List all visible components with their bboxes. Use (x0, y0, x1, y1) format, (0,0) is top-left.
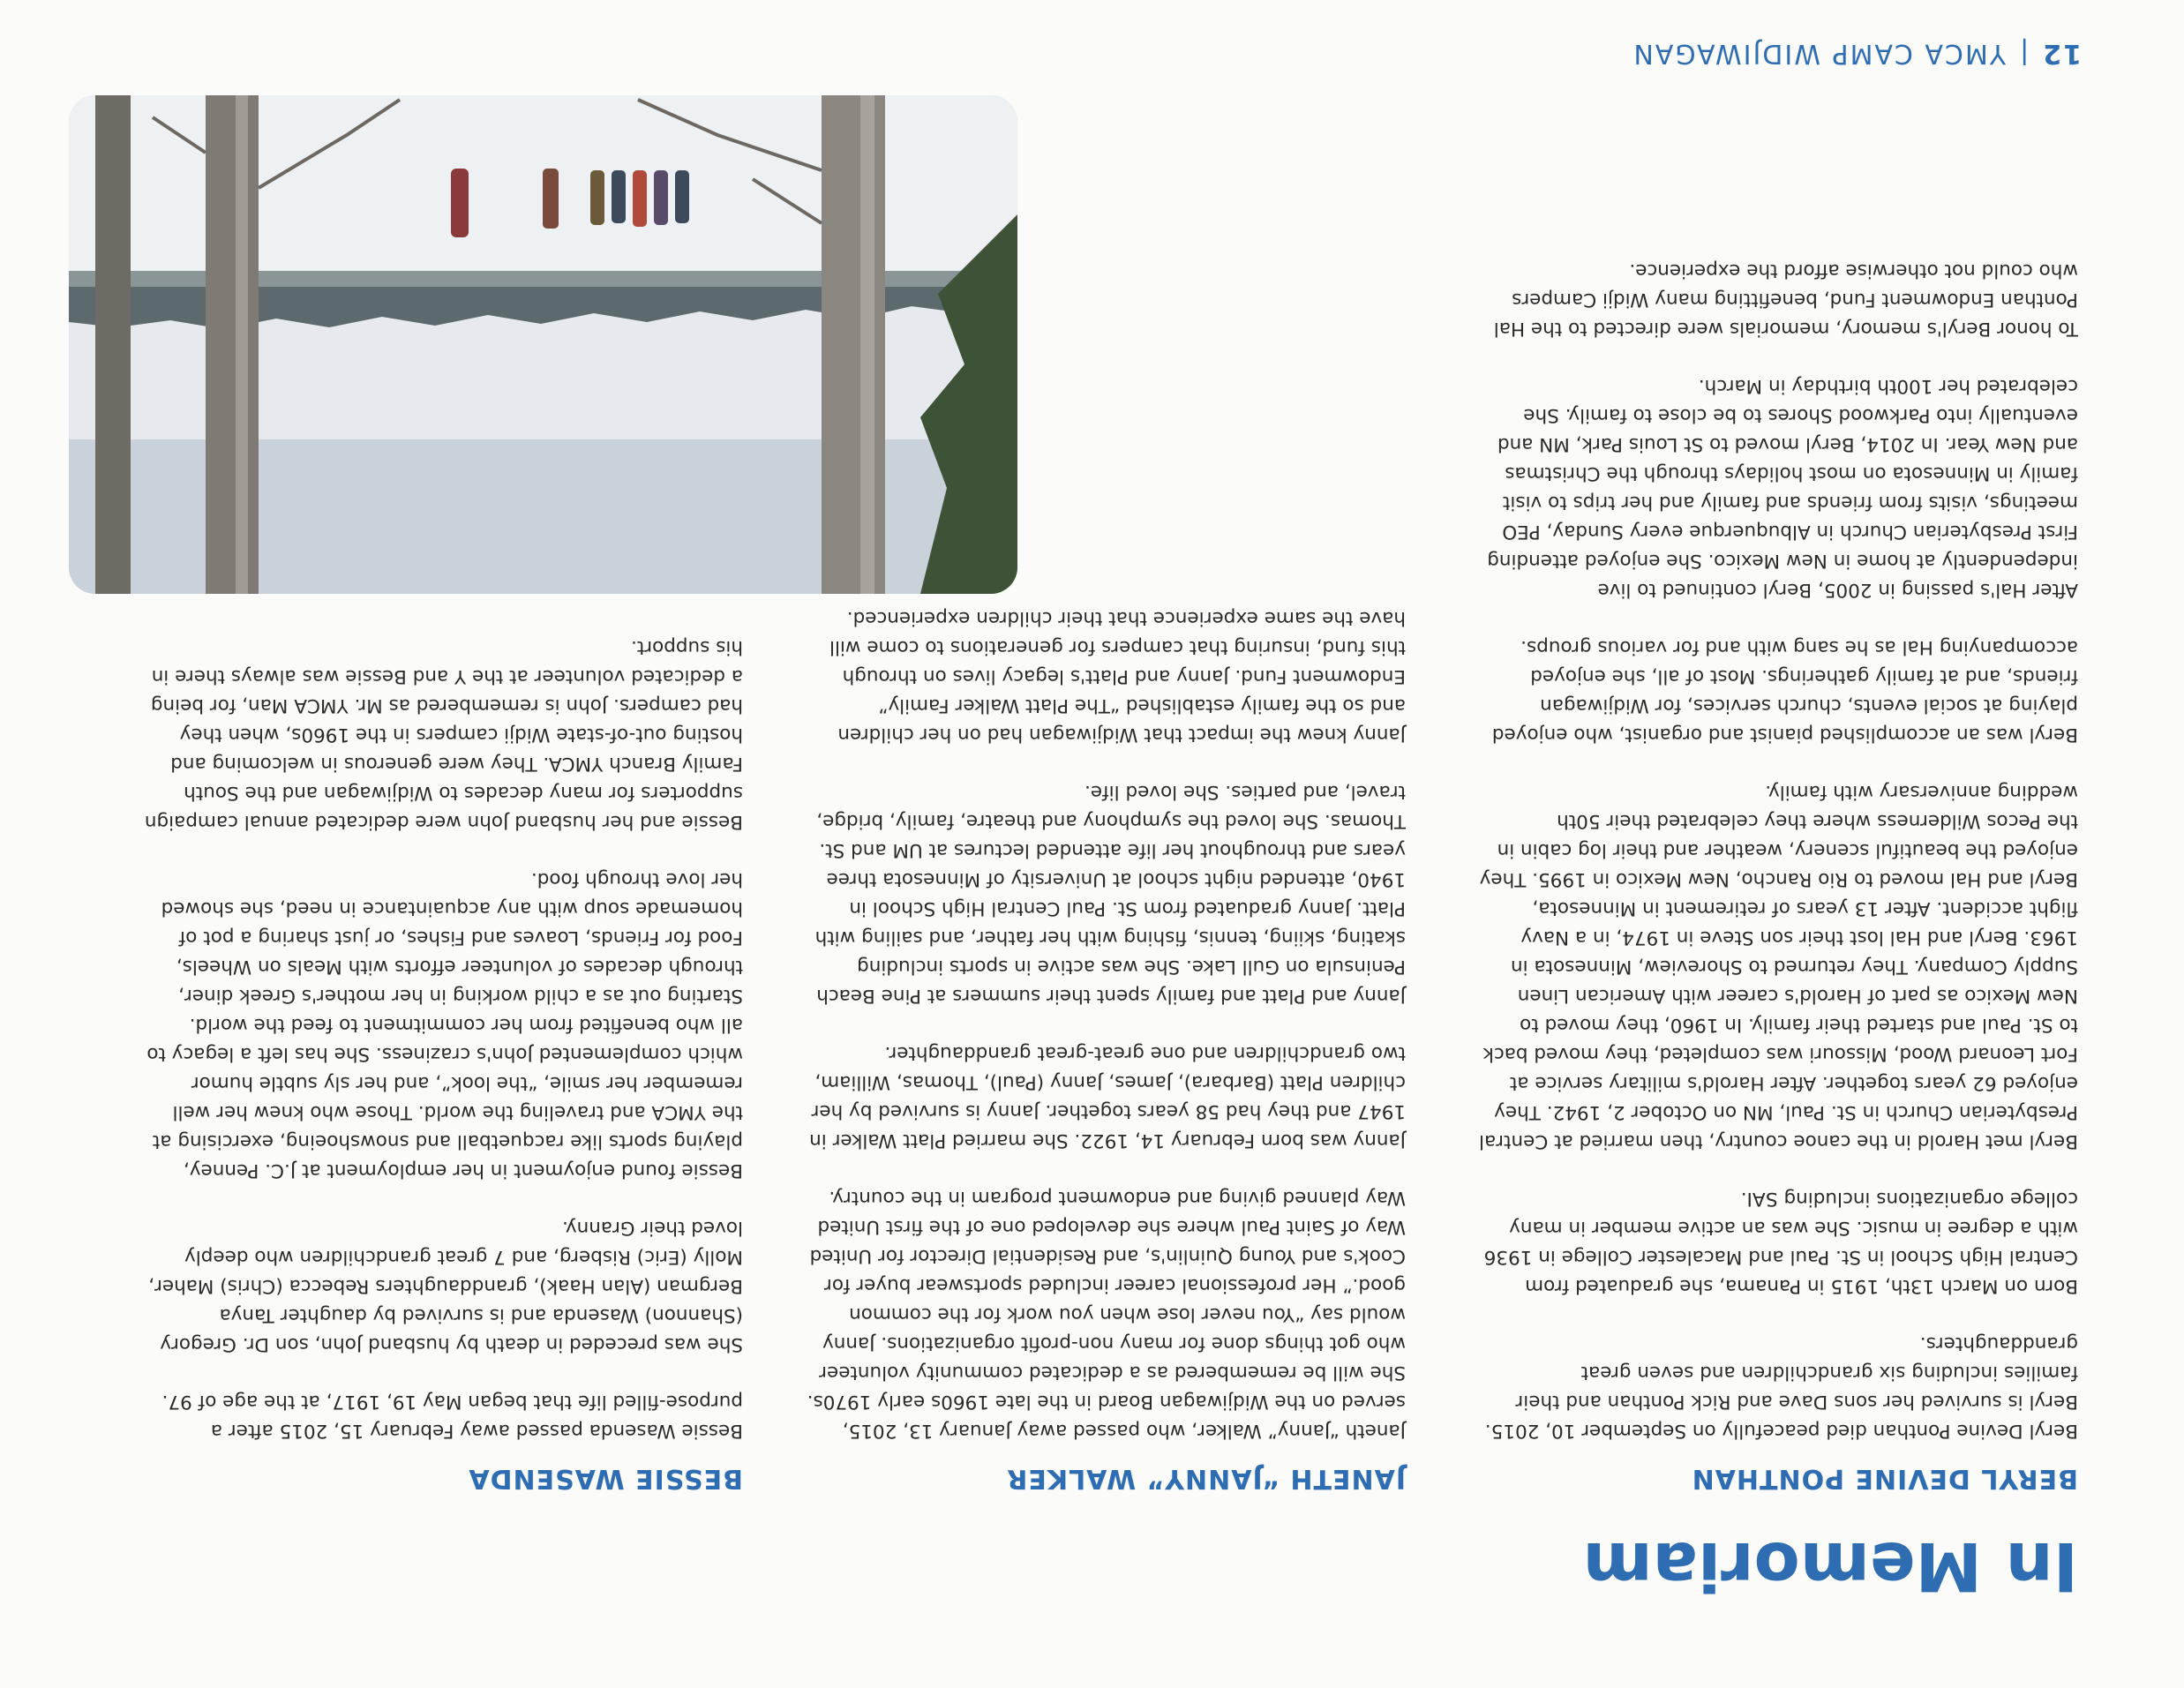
obituary-paragraph: Beryl Devine Ponthan died peacefully on September 10, 2015. Beryl is survived her sons Dave and Rick Ponthan and their families including six grandchildren and seven great granddaughters. (1484, 1332, 2078, 1442)
page-folio (1632, 38, 2082, 69)
obituary-heading: BESSIE WASENDA (468, 1463, 743, 1494)
obituary-paragraph: To honor Beryl's memory, memorials were directed to the Hal Ponthan Endowment Fund, benefitting many Widji Campers who could not otherwise afford the experience. (1493, 259, 2078, 340)
obituary-paragraph: Beryl was an accomplished pianist and organist, who enjoyed playing at social events, church services, for Widjiwagan friends, and at family gatherings. Most of all, she enjoyed accompanying Hal as he sang with and for various groups. (1491, 636, 2078, 746)
obituary-paragraph: Bessie found enjoyment in her employment at J.C. Penney, playing sports like racquetball and snowshoeing, exercising at the YMCA and traveling the world. Those who knew her well remember her smile, “the look”, and her sly subtle humor which complemented John's craziness. She has left a legacy to all who benefited from her commitment to feed the world. Starting out as a child working in her mother's Greek diner, through decades of volunteer efforts with Meals on Wheels, Food for Friends, Loaves and Fishes, or just sharing a pot of homemade soup with any acquaintance in need, she showed her love through food. (146, 868, 743, 1182)
obituary-paragraph: Janeth “Janny” Walker, who passed away January 13, 2015, served on the Widjiwagan Board in the late 1960s early 1970s. She will be remembered as a dedicated community volunteer who got things done for many non-profit organizations. Janny would say “You never lose when you work for the common good.” Her professional career included sportswear buyer for Cook's and Young Quinlin's, and Residential Director for United Way of Saint Paul where she developed one of the first United Way planned giving and endowment program in the country. (807, 1187, 1406, 1442)
obituary-paragraph: Beryl met Harold in the canoe country, then married at Central Presbyterian Church in St. Paul, MN on October 2, 1942. They enjoyed 62 years together. After Harold's military service at Fort Leonard Wood, Missouri was completed, they moved back to St. Paul and started their family. In 1960, they moved to New Mexico as part of Harold's career with American Linen Supply Company. They returned to Shoreview, Minnesota in 1963. Beryl and Hal lost their son Steve in 1974, in a Navy flight accident. After 13 years of retirement in Minnesota, Beryl and Hal moved to Rio Rancho, New Mexico in 1995. They enjoyed the beautiful scenery, weather and their log cabin in the Pecos Wilderness where they celebrated their 50th wedding anniversary with family. (1479, 781, 2078, 1152)
obituary-paragraph: After Hal's passing in 2005, Beryl continued to live independently at home in New Mexico. She enjoyed attending First Presbyterian Church in Albuquerque every Sunday, PEO meetings, visits from friends and family and her trips to visit family in Minnesota on most holidays through the Christmas and New Year. In 2014, Beryl moved to St Louis Park, MN and eventually into Parkwood Shores to be close to family. She celebrated her 100th birthday in March. (1487, 375, 2078, 601)
page-number: 12 (2041, 38, 2082, 69)
obituary-paragraph: Janny and Platt and family spent their summers at Pine Beach Peninsula on Gull Lake. She was active in sports including skating, skiing, tennis, fishing with her father, and sailing with Platt. Janny graduated from St. Paul Central High School in 1940, attended night school at University of Minnesota three years and throughout her life attended lectures at UM and St. Thomas. She loved the symphony and theatre, family, bridge, travel, and parties. She loved life. (814, 781, 1406, 1007)
obituary-paragraph: Janny was born February 14, 1922. She married Platt Walker in 1947 and they had 58 years together. Janny is survived by her children Platt (Barbara), James, Janny (Paul), Thomas, William, two grandchildren and one great-great granddaughter. (809, 1042, 1406, 1152)
obituary-heading: BERYL DEVINE PONTHAN (1691, 1463, 2078, 1494)
obituary-paragraph: Born on March 13th, 1915 in Panama, she graduated from Central High School in St. Paul and Macalester College in 1936 with a degree in music. She was an active member in many college organizations including SAI. (1483, 1188, 2078, 1297)
winter-lake-photo-illustration (69, 95, 1017, 594)
obituary-paragraph: Bessie Wasenda passed away February 15, 2015 after a purpose-filled life that began May 19, 1917, at the age of 97. (161, 1391, 743, 1442)
page-title: In Memoriam (1582, 1527, 2078, 1606)
publication-name: YMCA CAMP WIDJIWAGAN (1632, 38, 2007, 69)
obituary-paragraph: She was preceded in death by husband John, son Dr. Gregory (Shannon) Wasenda and is survived by daughter Tanya Bergman (Alan Haak), granddaughters Rebecca (Chris) Maher, Molly (Eric) Risberg, and 7 great grandchildren who deeply loved their Granny. (148, 1217, 743, 1355)
folio-divider: | (2018, 38, 2030, 69)
winter-lake-photo (69, 95, 1017, 594)
obituary-janeth-janny-walker (806, 575, 1406, 1494)
obituary-paragraph: Bessie and her husband John were dedicated annual campaign supporters for many decades to Widjiwagan and the South Family Branch YMCA. They were generous in welcoming and hosting out-of-state Widji campers in the 1960s, when they had campers. John is remembered as Mr. YMCA Man, for being a dedicated volunteer at the Y and Bessie was always there in his support. (144, 636, 743, 833)
obituary-bessie-wasenda (143, 604, 743, 1494)
obituary-paragraph: Janny knew the impact that Widjiwagan had on her children and so the family established “The Platt Walker Family” Endowment Fund. Janny and Platt's legacy lives on through this fund, insuring that campers for generations to come will have the same experience that their children experienced. (829, 607, 1406, 746)
obituary-beryl-devine-ponthan (1478, 228, 2078, 1494)
obituary-heading: JANETH “JANNY” WALKER (1006, 1463, 1406, 1494)
